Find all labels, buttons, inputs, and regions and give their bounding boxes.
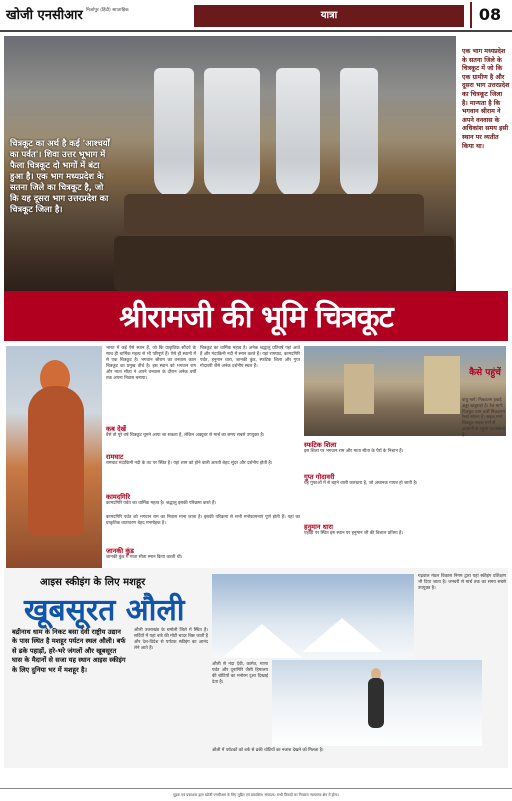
mountain-peak <box>302 618 382 652</box>
auli-kicker: आइस स्कीइंग के लिए मशहूर <box>40 577 146 588</box>
page-number: 08 <box>470 2 508 28</box>
how-to-reach-title: कैसे पहुंचें <box>469 368 501 378</box>
article-text: भारत में कई ऐसे स्थान हैं, जो कि प्राकृतिक सौंदर्य के साथ ही धार्मिक महत्व से भी परिपूर्ण हैं। ऐसे ही स्थानों में से एक चित्रकूट है। भगवान श्रीराम का वनवास काल चित्रकूट का प्रमुख तीर्थ है। इस स्थान को भगवान राम और माता सीता ने अपने वनवास के दौरान अनेक वर्षों तक अपना निवास बनाया। <box>106 346 196 381</box>
statue-body <box>28 386 84 536</box>
article-para: कामदगिरि पर्वत का धार्मिक महत्व है। श्रद्धालु इसकी परिक्रमा करते हैं। <box>106 501 217 506</box>
article-para: पहाड़ी पर स्थित इस स्थान पर हनुमान जी की विशाल प्रतिमा है। <box>304 531 404 536</box>
dateline: मिर्जापुर (हिंदी) साप्ताहिक <box>86 8 129 13</box>
hero-caption: चित्रकूट का अर्थ है कई 'आश्चर्यों का पर्वत'। शिवा उत्तर भूभाग में फैला चित्रकूट दो भागों में बंटा हुआ है। एक भाग मध्यप्रदेश के सतना जिले का चित्रकूट है, जो कि यह दूसरा भाग उत्तरप्रदेश का चित्रकूट जिला है। <box>10 138 110 214</box>
how-to-reach-text: वायु मार्ग: निकटतम हवाई अड्डा खजुराहो है। रेल मार्ग: चित्रकूट धाम कर्वी निकटतम रेलवे स्टेशन है। सड़क मार्ग: चित्रकूट सड़क मार्ग से आसानी से पहुंचा जा सकता है। <box>462 398 505 438</box>
waterfall-stream <box>276 68 320 198</box>
waterfall-photo <box>4 36 456 291</box>
auli-photo-caption: औली में पर्यटकों को बर्फ से ढकी चोटियों का नजारा देखने को मिलता है। <box>212 748 324 753</box>
article-para: इस शिला पर भगवान राम और माता सीता के पैरों के निशान हैं। <box>304 449 404 454</box>
publication-name: खोजी एनसीआर <box>6 8 83 23</box>
article-para: वैसे तो पूरे वर्ष चित्रकूट घूमने आया जा सकता है, लेकिन अक्टूबर से मार्च का समय सबसे उपयुक्त है। <box>106 433 265 438</box>
headline-banner <box>4 291 508 341</box>
mountain-peak <box>222 624 302 658</box>
article-para: रामघाट मंदाकिनी नदी के तट पर स्थित है। यहां शाम को होने वाली आरती बेहद सुंदर और दर्शनीय होती है। <box>106 461 273 466</box>
subheading-sphatik-shila: स्फटिक शिला <box>304 441 337 449</box>
rock-ledge <box>124 194 424 234</box>
subheading-gupt-godavari: गुप्त गोदावरी <box>304 473 335 481</box>
waterfall-stream <box>154 68 194 198</box>
article-column-1 <box>106 346 196 382</box>
temple-structure <box>424 356 460 414</box>
skier-photo <box>272 660 482 746</box>
waterfall-stream <box>340 68 378 198</box>
section-title: यात्रा <box>194 5 464 27</box>
subheading-janki-kund: जानकी कुंड <box>106 547 134 555</box>
article-para: कामदगिरि पर्वत को भगवान राम का निवास माना जाता है। इसकी परिक्रमा से सभी मनोकामनाएं पूर्ण होती हैं। यहां का प्राकृतिक वातावरण बेहद मनमोहक है। <box>106 515 300 526</box>
hanuman-statue-photo <box>6 346 102 568</box>
auli-column-3: गढ़वाल मंडल विकास निगम द्वारा यहां स्कीइंग प्रशिक्षण भी दिया जाता है। जनवरी से मार्च तक का समय सबसे उपयुक्त है। <box>418 574 506 591</box>
subheading-ramghat: रामघाट <box>106 453 124 461</box>
subheading-when: कब देखें <box>106 425 127 433</box>
article-column-2 <box>200 346 300 370</box>
subheading-hanuman-dhara: हनुमान धारा <box>304 523 333 531</box>
snow-mountains-photo <box>212 574 414 658</box>
side-note: एक भाग मध्यप्रदेश के सतना जिले के चित्रकूट में जो कि एक ग्रामीण है और दूसरा भाग उत्तरप्रदेश का चित्रकूट जिला है। मान्यता है कि भगवान श्रीराम ने अपने वनवास के अधिकांश समय इसी स्थान पर व्यतीत किया था। <box>462 48 510 150</box>
skier-figure <box>368 678 384 728</box>
waterfall-stream <box>204 68 260 198</box>
article-para: यह गुफाओं में से बहने वाली जलधारा है, जो अचानक गायब हो जाती है। <box>304 481 418 486</box>
footer-imprint: मुद्रक एवं प्रकाशक द्वारा खोजी एनसीआर के लिए मुद्रित एवं प्रकाशित। संपादक: सभी विवादों का निपटारा न्यायालय क्षेत्र में होगा। <box>0 788 512 801</box>
article-text: चित्रकूट का धार्मिक महत्व है। अनेक श्रद्धालु प्रतिवर्ष यहां आते हैं और मंदाकिनी नदी में स्नान करते हैं। यहां रामघाट, कामदगिरि पर्वत, हनुमान धारा, जानकी कुंड, स्फटिक शिला और गुप्त गोदावरी जैसे अनेक दर्शनीय स्थल हैं। <box>200 346 300 369</box>
subheading-kamadgiri: कामदगिरि <box>106 493 131 501</box>
auli-intro: बद्रीनाथ धाम के निकट बसा देवी राष्ट्रीय उद्यान के पास स्थित है मशहूर पर्यटन स्थल औली। बर्फ से ढके पहाड़ों, हरे-भरे जंगलों और खूबसूरत घास के मैदानों से सजा यह स्थान आइस स्कीइंग के लिए दुनिया भर में मशहूर है। <box>12 628 126 674</box>
article-para: जानकी कुंड में माता सीता स्नान किया करती थीं। <box>106 555 183 560</box>
river-pool <box>114 236 454 291</box>
temple-structure <box>344 364 374 414</box>
auli-column-2: औली से नंदा देवी, कामेत, माणा पर्वत और दूनागिरि जैसी हिमालय की चोटियों का मनोरम दृश्य दिखाई देता है। <box>212 662 268 685</box>
headline: श्रीरामजी की भूमि चित्रकूट <box>119 300 393 335</box>
auli-column-1: औली उत्तराखंड के चमोली जिले में स्थित है। सर्दियों में यहां बर्फ की मोटी चादर बिछ जाती है और देश-विदेश से पर्यटक स्कीइंग का आनंद लेने आते हैं। <box>134 628 208 651</box>
auli-headline: खूबसूरत औली <box>24 593 185 628</box>
masthead <box>0 0 512 32</box>
